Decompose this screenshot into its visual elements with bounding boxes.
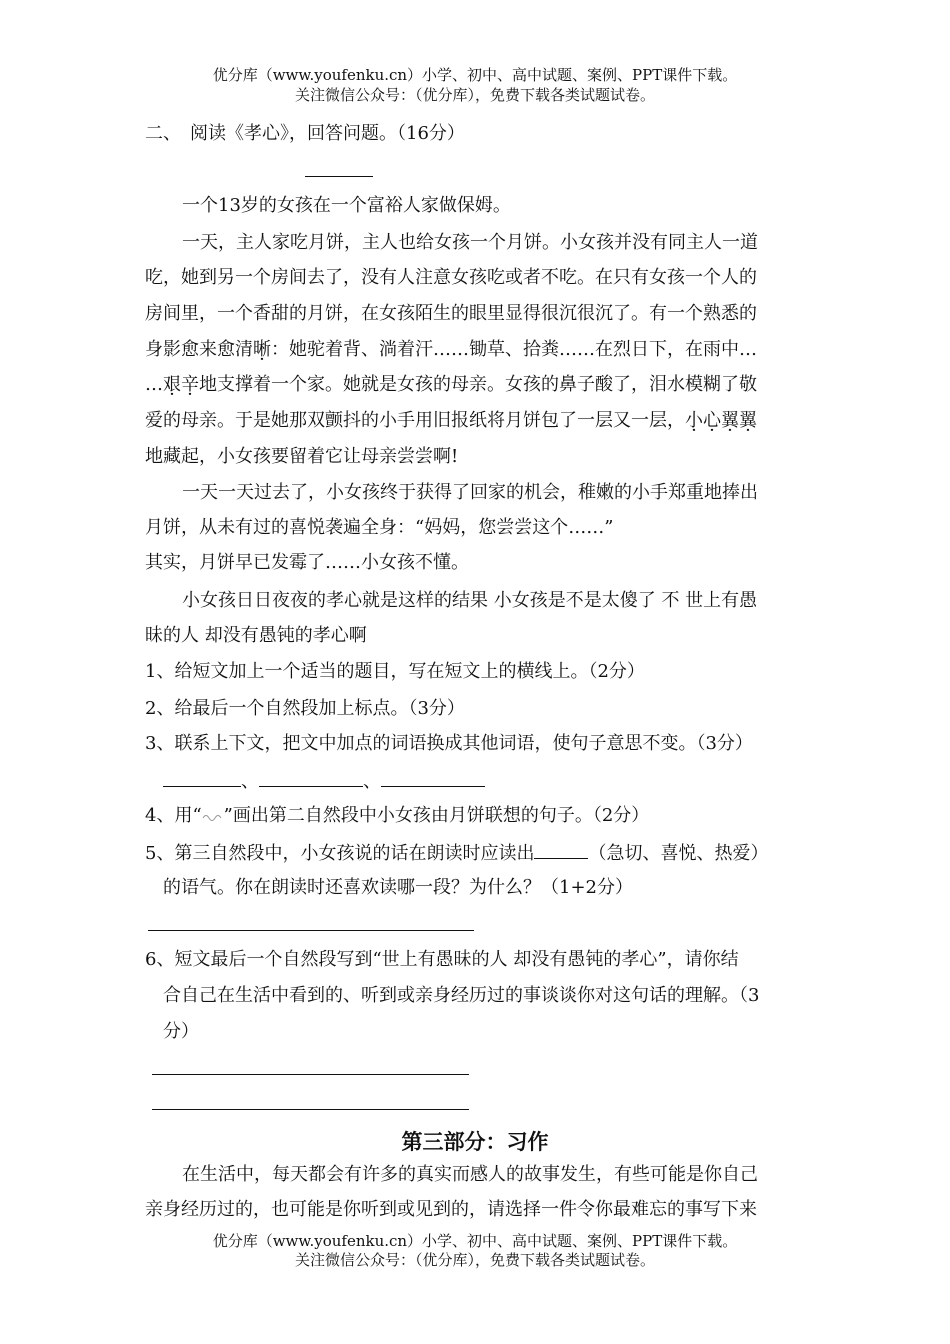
para2-line6: 爱的母亲。于是她那双颤抖的小手用旧报纸将月饼包了一层又一层，小心翼翼 <box>145 410 757 431</box>
para2-line5: …艰辛地支撑着一个家。她就是女孩的母亲。女孩的鼻子酸了，泪水模糊了敬 <box>145 374 757 395</box>
wavy-underline-icon <box>202 810 224 822</box>
para3-line3: 其实，月饼早已发霉了……小女孩不懂。 <box>145 552 469 573</box>
question-5: 5、第三自然段中，小女孩说的话在朗读时应读出 （急切、喜悦、热爱） <box>145 840 768 866</box>
tone-answer-blank[interactable] <box>534 840 588 859</box>
question-3: 3、联系上下文，把文中加点的词语换成其他词语，使句子意思不变。（3分） <box>145 733 753 754</box>
question-5-line2: 的语气。你在朗读时还喜欢读哪一段？为什么？（1+2分） <box>163 877 633 898</box>
para3-line1: 一天一天过去了，小女孩终于获得了回家的机会，稚嫩的小手郑重地捧出 <box>182 482 758 503</box>
para4-line2: 昧的人 却没有愚钝的孝心啊 <box>145 625 367 646</box>
dotted-char: 晰 <box>253 339 271 360</box>
section2-title: 二、 阅读《孝心》，回答问题。（16分） <box>145 123 465 144</box>
para2-line7: 地藏起，小女孩要留着它让母亲尝尝啊! <box>145 446 459 467</box>
question-6-line3: 分） <box>163 1021 199 1042</box>
footer-line-2: 关注微信公众号：（优分库），免费下载各类试题试卷。 <box>294 1251 655 1269</box>
section3-line2: 亲身经历过的，也可能是你听到或见到的，请选择一件令你最难忘的事写下来 <box>145 1199 757 1220</box>
para2-line3: 房间里，一个香甜的月饼，在女孩陌生的眼里显得很沉很沉了。有一个熟悉的 <box>145 303 757 324</box>
dotted-char: 翼 <box>721 410 739 431</box>
para2-line4: 身影愈来愈清晰：她驼着背、淌着汗……锄草、拾粪……在烈日下，在雨中… <box>145 339 757 360</box>
para2-line2: 吃，她到另一个房间去了，没有人注意女孩吃或者不吃。在只有女孩一个人的 <box>145 267 757 288</box>
answer-line-q6-2[interactable] <box>152 1109 469 1110</box>
question-1: 1、给短文加上一个适当的题目，写在短文上的横线上。（2分） <box>145 661 645 682</box>
dotted-char: 心 <box>703 410 721 431</box>
para1: 一个13岁的女孩在一个富裕人家做保姆。 <box>182 195 511 216</box>
answer-line-q6-1[interactable] <box>152 1074 469 1075</box>
answer-blank-1[interactable] <box>163 768 241 787</box>
answer-blank-2[interactable] <box>259 768 363 787</box>
para2-line1: 一天，主人家吃月饼，主人也给女孩一个月饼。小女孩并没有同主人一道 <box>182 232 758 253</box>
para4-line1: 小女孩日日夜夜的孝心就是这样的结果 小女孩是不是太傻了 不 世上有愚 <box>182 590 758 611</box>
question-6-line1: 6、短文最后一个自然段写到“世上有愚昧的人 却没有愚钝的孝心”，请你结 <box>145 949 739 970</box>
answer-line-q5[interactable] <box>148 930 474 931</box>
answer-blank-3[interactable] <box>381 768 485 787</box>
dotted-char: 小 <box>685 410 703 431</box>
title-blank-line[interactable] <box>305 176 373 177</box>
question-4: 4、用“ ”画出第二自然段中小女孩由月饼联想的句子。（2分） <box>145 805 650 826</box>
question-3-answer-blanks: 、 、 <box>163 768 485 794</box>
header-line-2: 关注微信公众号：（优分库），免费下载各类试题试卷。 <box>294 86 655 104</box>
dotted-char: 翼 <box>739 410 757 431</box>
section3-line1: 在生活中，每天都会有许多的真实而感人的故事发生，有些可能是你自己 <box>182 1164 758 1185</box>
question-2: 2、给最后一个自然段加上标点。（3分） <box>145 698 465 719</box>
dotted-char: 艰 <box>163 374 181 395</box>
question-6-line2: 合自己在生活中看到的、听到或亲身经历过的事谈谈你对这句话的理解。（3 <box>163 985 760 1006</box>
footer-line-1: 优分库（www.youfenku.cn）小学、初中、高中试题、案例、PPT课件下载。 <box>212 1232 738 1250</box>
header-line-1: 优分库（www.youfenku.cn）小学、初中、高中试题、案例、PPT课件下载。 <box>212 66 738 84</box>
para3-line2: 月饼，从未有过的喜悦袭遍全身：“妈妈，您尝尝这个……” <box>145 517 614 538</box>
dotted-char: 辛 <box>181 374 199 395</box>
section3-title: 第三部分：习作 <box>401 1129 549 1154</box>
